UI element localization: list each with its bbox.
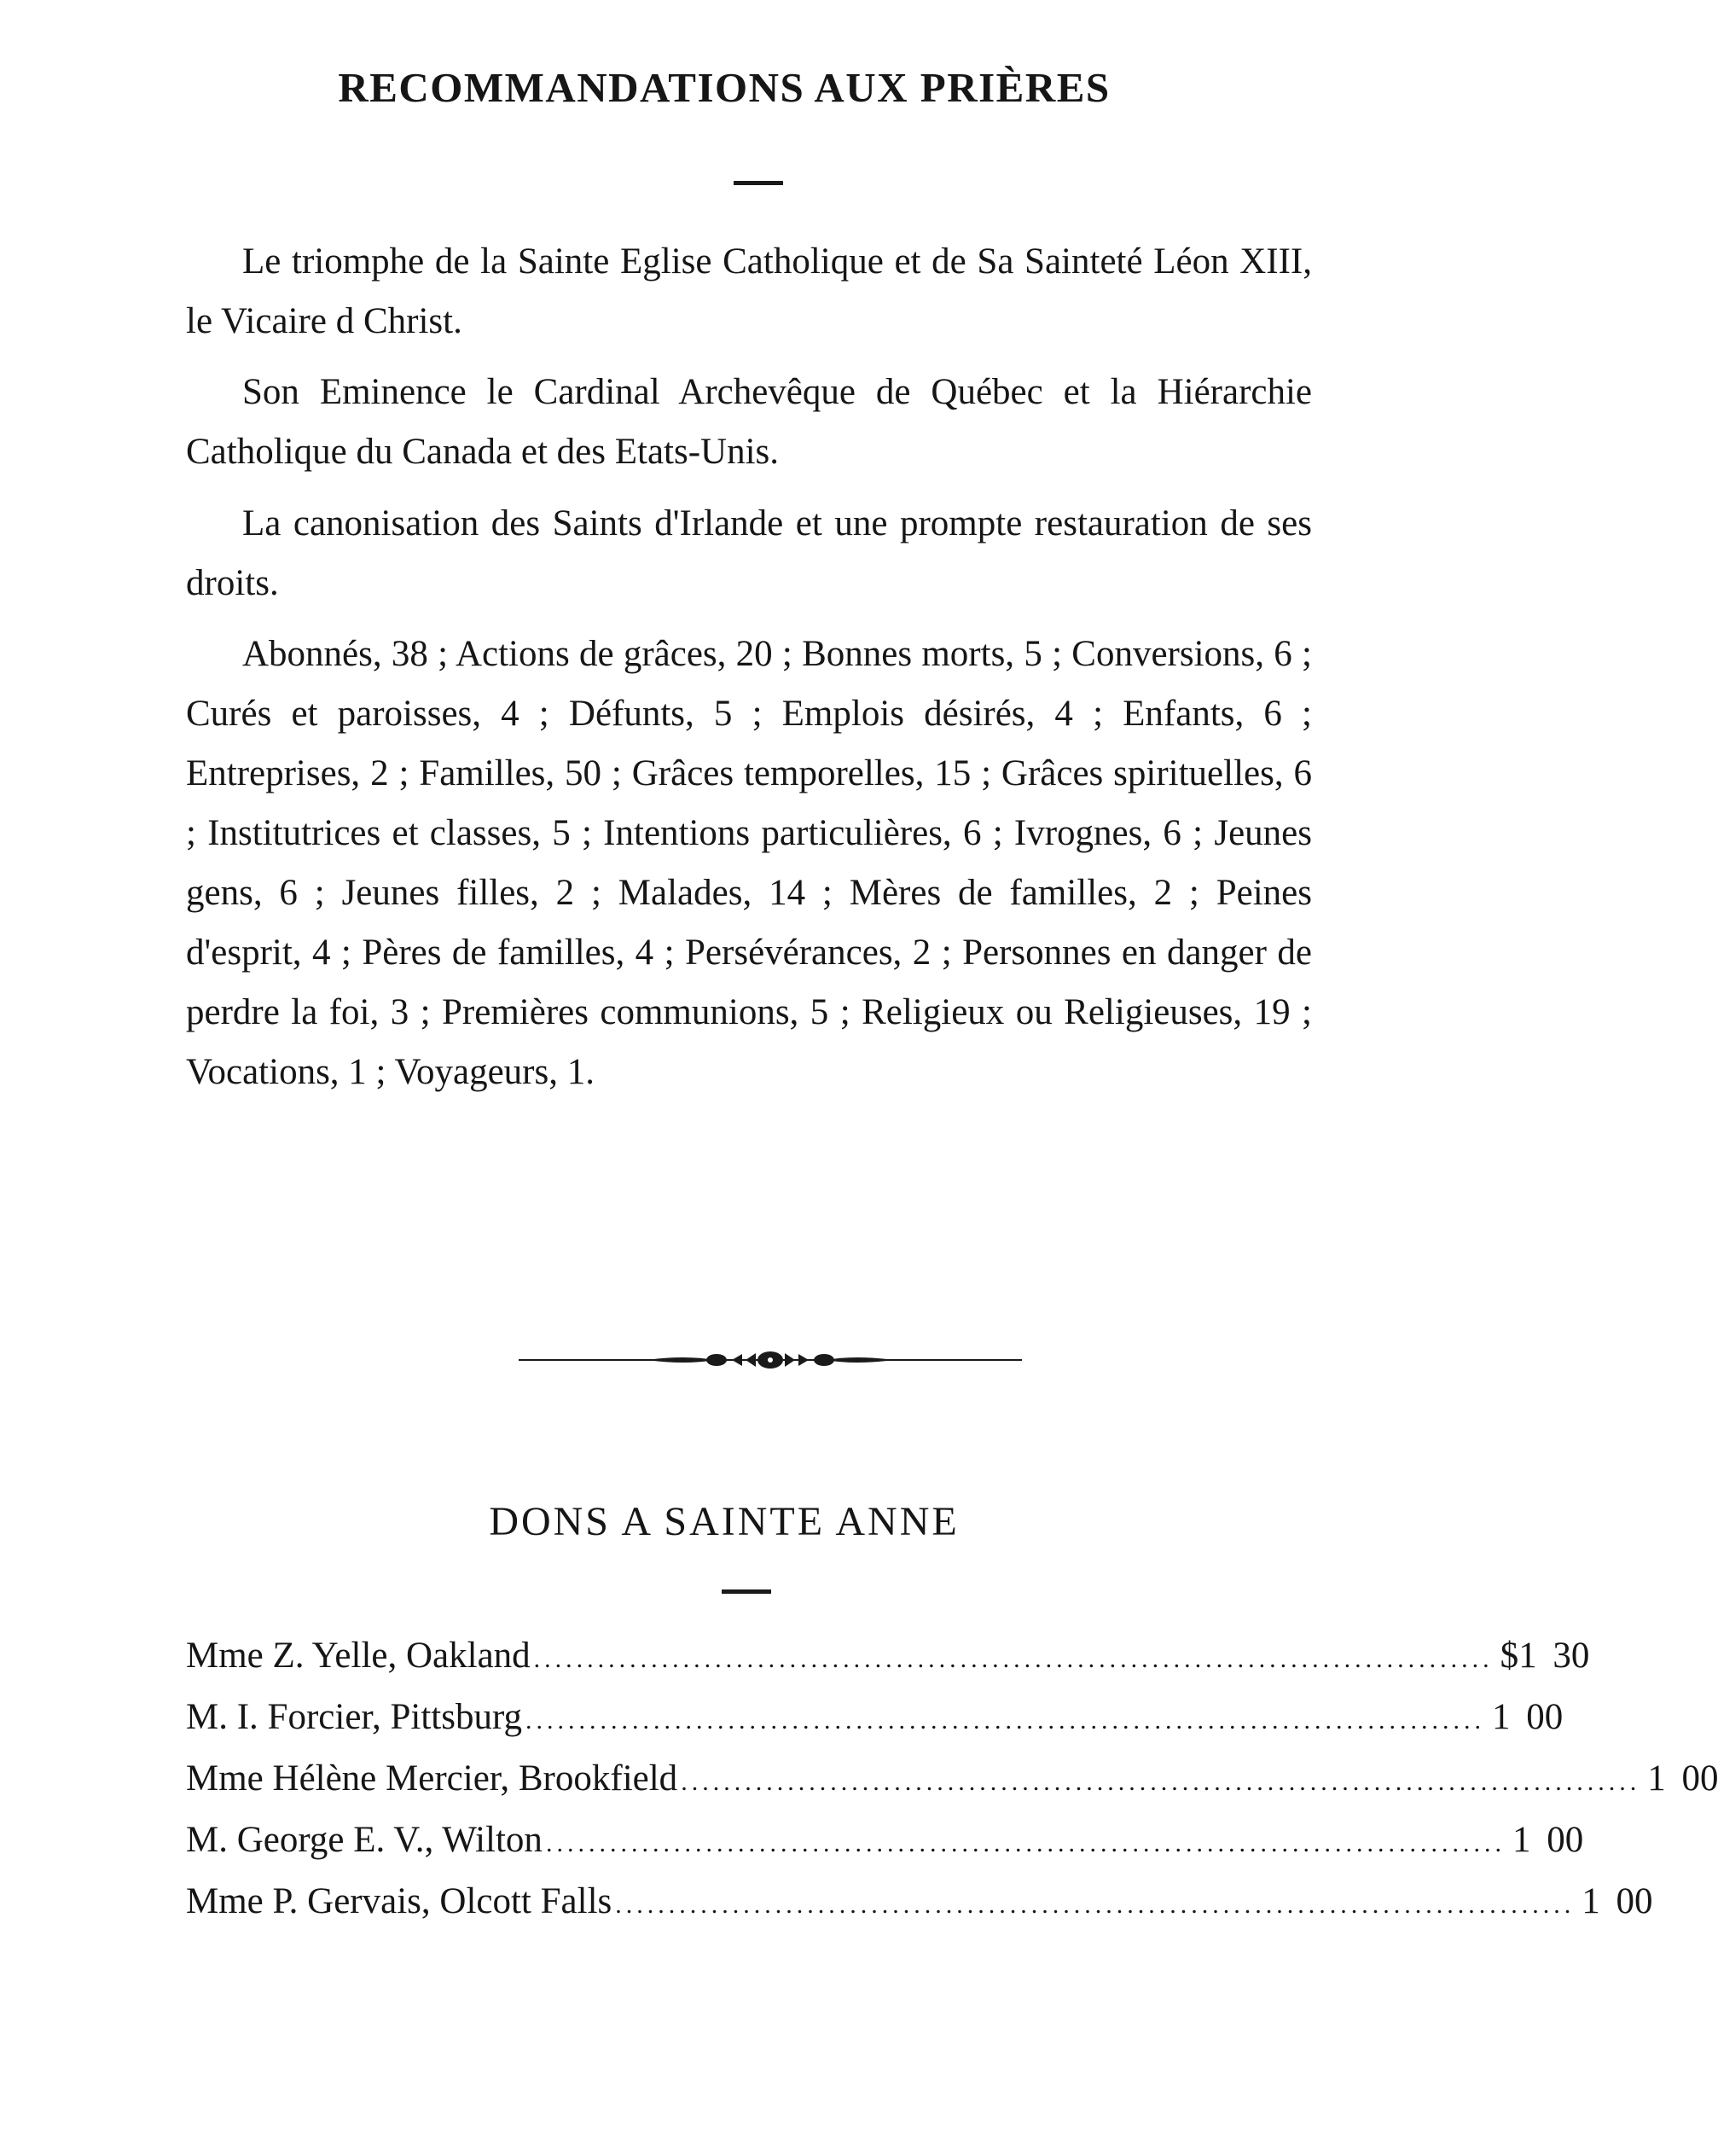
donation-row <box>186 1748 1718 1810</box>
leader-dots: .......................................................................................... <box>615 1891 1576 1919</box>
recommendation-hierarchie: Son Eminence le Cardinal Archevêque de Québec et la Hiérarchie Catholique du Canada et des Etats-Unis. <box>186 372 1312 472</box>
donation-row <box>186 1871 1653 1932</box>
recommendation-irlande: La canonisation des Saints d'Irlande et une prompte restauration de ses droits. <box>186 503 1312 603</box>
donation-amount: 1 00 <box>1492 1697 1564 1737</box>
page-title: RECOMMANDATIONS AUX PRIÈRES <box>338 64 1111 111</box>
section-rule <box>722 1589 771 1594</box>
donations-list <box>186 1625 1718 1932</box>
donation-amount: 1 30 <box>1518 1636 1590 1676</box>
leader-dots: .......................................................................................... <box>681 1768 1641 1796</box>
leader-dots: .......................................................................................... <box>545 1829 1506 1857</box>
donor-name: M. I. Forcier, Pittsburg <box>186 1697 523 1737</box>
leader-dots: .......................................................................................... <box>525 1706 1486 1735</box>
leader-dots: .......................................................................................... <box>533 1645 1494 1673</box>
recommendation-triomphe: Le triomphe de la Sainte Eglise Catholique et de Sa Sainteté Léon XIII, le Vicaire d Christ. <box>186 241 1312 341</box>
donation-row <box>186 1625 1590 1687</box>
donor-name: Mme Z. Yelle, Oakland <box>186 1636 531 1676</box>
currency-symbol: $ <box>1500 1636 1519 1676</box>
donor-name: Mme Hélène Mercier, Brookfield <box>186 1758 678 1799</box>
title-rule <box>734 181 783 185</box>
ornament-divider <box>519 1350 1022 1370</box>
donation-amount: 1 00 <box>1582 1881 1653 1921</box>
donor-name: Mme P. Gervais, Olcott Falls <box>186 1881 612 1921</box>
recommendation-intentions: Abonnés, 38 ; Actions de grâces, 20 ; Bonnes morts, 5 ; Conversions, 6 ; Curés et paroisses, 4 ; Défunts, 5 ; Emplois désirés, 4 ; Enfants, 6 ; Entreprises, 2 ; Familles, 50 ; Grâces temporelles, 15 ; Grâces spirituelles, 6 ; Institutrices et classes, 5 ; Intentions particulières, 6 ; Ivrognes, 6 ; Jeunes gens, 6 ; Jeunes filles, 2 ; Malades, 14 ; Mères de familles, 2 ; Peines d'esprit, 4 ; Pères de familles, 4 ; Persévérances, 2 ; Personnes en danger de perdre la foi, 3 ; Premières communions, 5 ; Religieux ou Religieuses, 19 ; Vocations, 1 ; Voyageurs, 1. <box>186 634 1312 1092</box>
section-title: DONS A SAINTE ANNE <box>489 1499 960 1544</box>
donation-row <box>186 1687 1564 1748</box>
donation-amount: 1 00 <box>1647 1758 1718 1799</box>
donation-row <box>186 1810 1584 1871</box>
donor-name: M. George E. V., Wilton <box>186 1820 543 1860</box>
donation-amount: 1 00 <box>1512 1820 1584 1860</box>
